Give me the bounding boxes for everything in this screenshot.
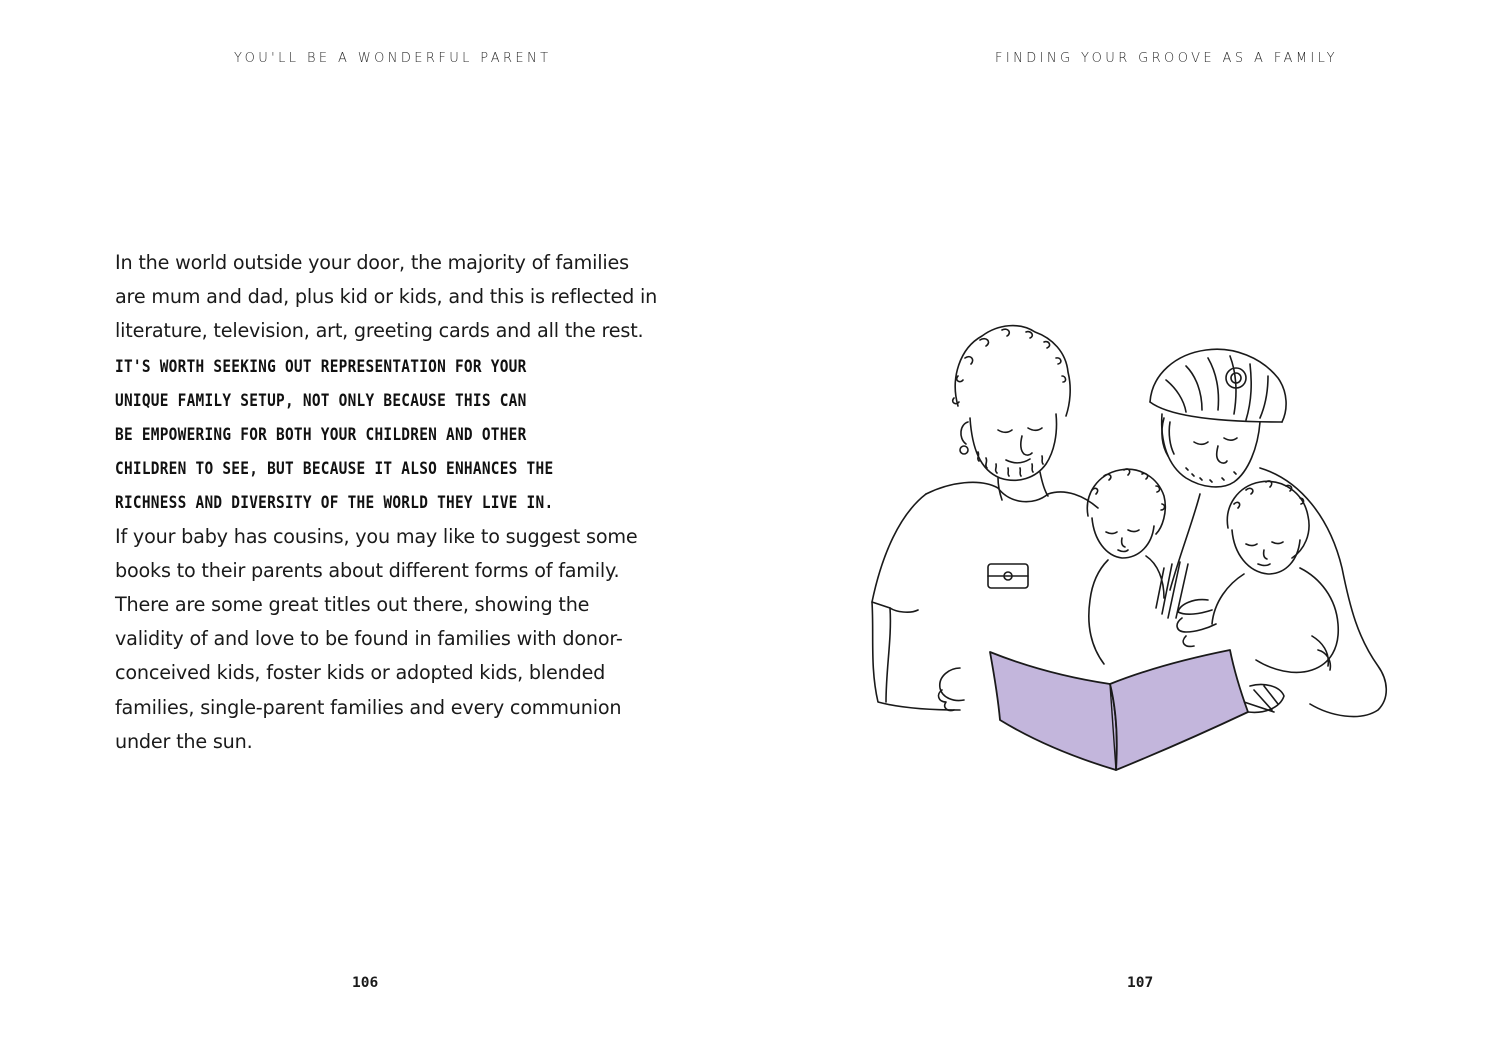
older-child-figure — [1087, 469, 1188, 664]
body-text-line: are mum and dad, plus kid or kids, and this is reflected in — [115, 285, 658, 309]
body-text-line: under the sun. — [115, 729, 253, 753]
emphasized-text-line: CHILDREN TO SEE, BUT BECAUSE IT ALSO ENHANCES THE — [115, 458, 554, 479]
emphasized-text-line: BE EMPOWERING FOR BOTH YOUR CHILDREN AND OTHER — [115, 424, 527, 445]
family-reading-illustration — [830, 318, 1430, 788]
emphasized-text-line: RICHNESS AND DIVERSITY OF THE WORLD THEY LIVE IN. — [115, 492, 554, 513]
running-head-left: YOU'LL BE A WONDERFUL PARENT — [234, 51, 552, 66]
body-text-line: books to their parents about different forms of family. — [115, 558, 620, 582]
emphasized-text-line: UNIQUE FAMILY SETUP, NOT ONLY BECAUSE THIS CAN — [115, 389, 527, 410]
body-paragraph — [115, 246, 658, 759]
bearded-parent-figure — [872, 326, 1098, 711]
body-text-line: conceived kids, foster kids or adopted kids, blended — [115, 661, 606, 685]
open-book — [990, 650, 1248, 770]
emphasized-text-line: IT'S WORTH SEEKING OUT REPRESENTATION FOR YOUR — [115, 355, 527, 376]
body-text-line: In the world outside your door, the majority of families — [115, 251, 629, 274]
baby-figure — [1212, 481, 1338, 672]
page-number-right: 107 — [1127, 975, 1154, 991]
page-number-left: 106 — [352, 975, 379, 991]
body-text-line: If your baby has cousins, you may like to suggest some — [115, 524, 638, 548]
body-text-line: validity of and love to be found in families with donor- — [115, 627, 623, 651]
right-page — [750, 0, 1500, 1050]
body-text-line: literature, television, art, greeting cards and all the rest. — [115, 319, 644, 343]
body-text-line: There are some great titles out there, showing the — [115, 593, 590, 617]
running-head-right: FINDING YOUR GROOVE AS A FAMILY — [995, 51, 1338, 66]
body-text-line: families, single-parent families and every communion — [115, 695, 622, 719]
